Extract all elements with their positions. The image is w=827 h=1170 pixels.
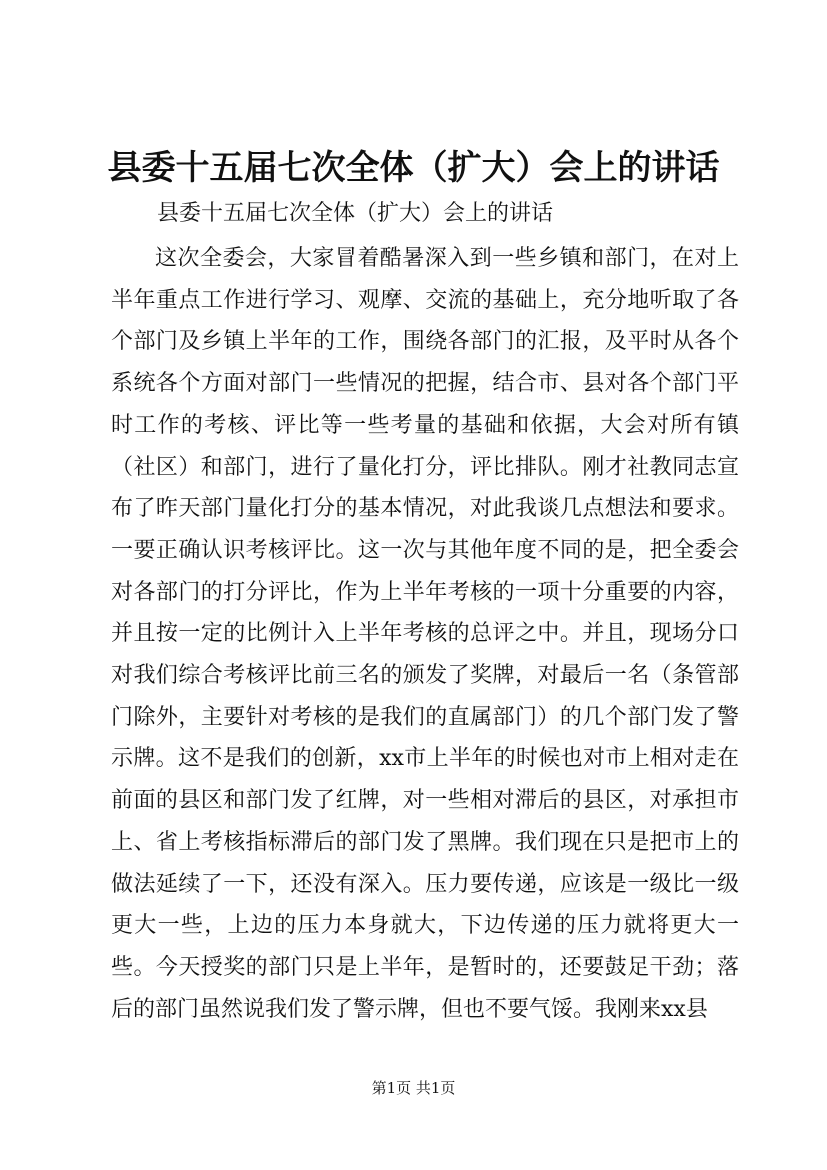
document-subtitle: 县委十五届七次全体（扩大）会上的讲话: [157, 201, 554, 226]
page-number: 第1页 共1页: [371, 1079, 456, 1097]
document-title: 县委十五届七次全体（扩大）会上的讲话: [107, 148, 720, 188]
document-body: 这次全委会，大家冒着酷暑深入到一些乡镇和部门，在对上半年重点工作进行学习、观摩、交流的基础上，充分地听取了各个部门及乡镇上半年的工作，围绕各部门的汇报，及平时从各个系统各个方面对部门一些情况的把握，结合市、县对各个部门平时工作的考核、评比等一些考量的基础和依据，大会对所有镇（社区）和部门，进行了量化打分，评比排队。刚才社教同志宣布了昨天部门量化打分的基本情况，对此我谈几点想法和要求。一要正确认识考核评比。这一次与其他年度不同的是，把全委会对各部门的打分评比，作为上半年考核的一项十分重要的内容，并且按一定的比例计入上半年考核的总评之中。并且，现场分口对我们综合考核评比前三名的颁发了奖牌，对最后一名（条管部门除外，主要针对考核的是我们的直属部门）的几个部门发了警示牌。这不是我们的创新，xx市上半年的时候也对市上相对走在前面的县区和部门发了红牌，对一些相对滞后的县区，对承担市上、省上考核指标滞后的部门发了黑牌。我们现在只是把市上的做法延续了一下，还没有深入。压力要传递，应该是一级比一级更大一些，上边的压力本身就大，下边传递的压力就将更大一些。今天授奖的部门只是上半年，是暂时的，还要鼓足干劲；落后的部门虽然说我们发了警示牌，但也不要气馁。我刚来xx县: [111, 246, 739, 1022]
